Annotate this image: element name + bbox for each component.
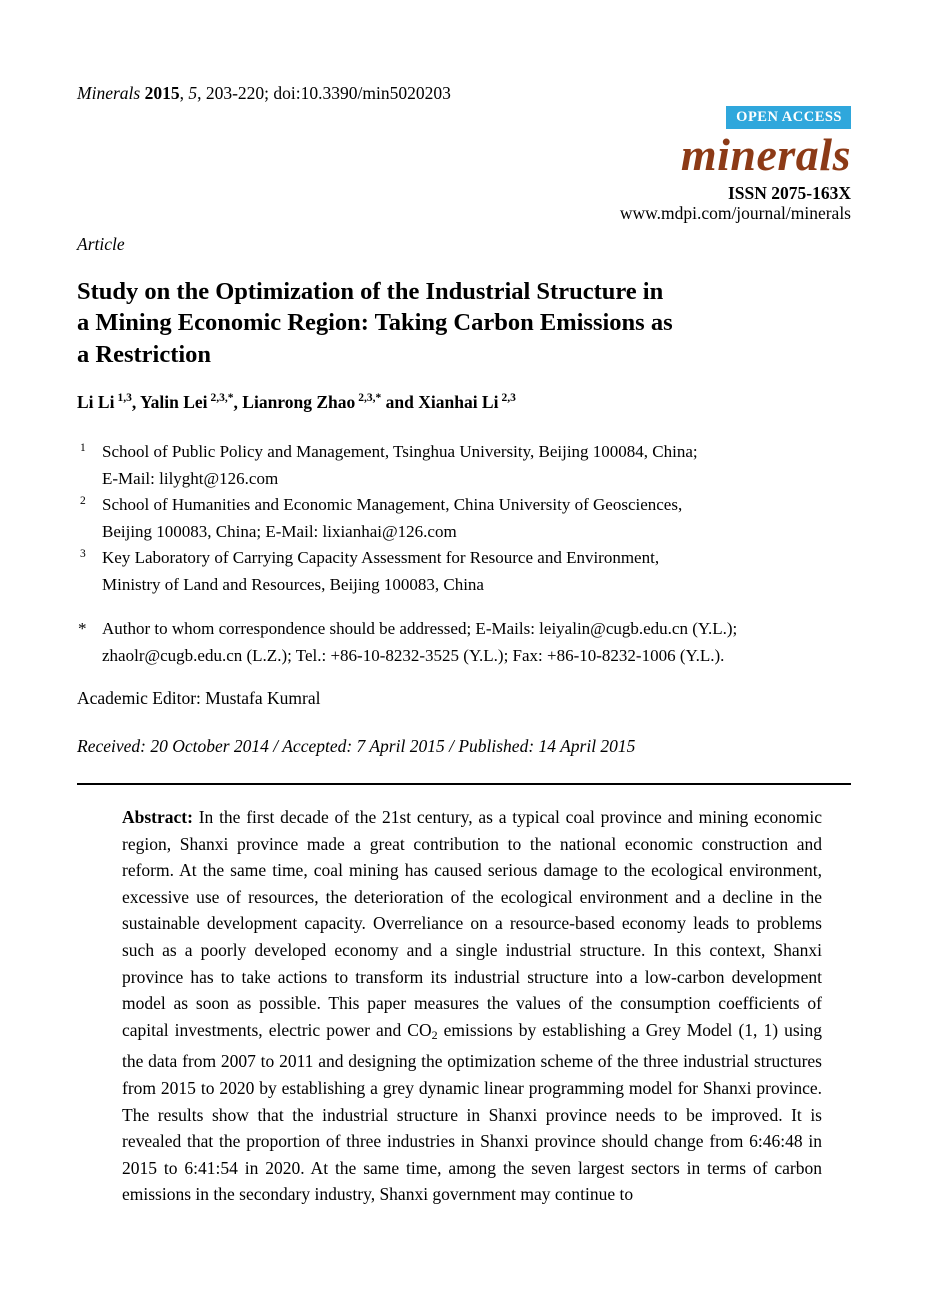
title-line-1: Study on the Optimization of the Industrial Structure in	[77, 277, 664, 305]
author-name: Xianhai Li	[418, 392, 499, 412]
correspondence-text: zhaolr@cugb.edu.cn (L.Z.); Tel.: +86-10-8232-3525 (Y.L.); Fax: +86-10-8232-1006 (Y.L.).	[102, 645, 725, 665]
author-name: Li Li	[77, 392, 115, 412]
affiliation-text: E-Mail: lilyght@126.com	[102, 468, 279, 488]
author-affil-sup: 2,3,*	[358, 392, 382, 405]
journal-name: Minerals	[77, 83, 141, 103]
affiliation-text: Beijing 100083, China; E-Mail: lixianhai@126.com	[102, 521, 457, 541]
affiliation-2	[77, 492, 851, 545]
issn-number: ISSN 2075-163X	[727, 182, 851, 203]
journal-citation-line: Minerals 2015, 5, 203-220; doi:10.3390/min5020203	[77, 83, 451, 103]
author-affil-sup: 2,3	[501, 392, 516, 405]
co2-subscript: 2	[431, 1027, 438, 1042]
affiliation-number: 1	[80, 442, 86, 454]
abstract-text: In the first decade of the 21st century, as a typical coal province and mining economic region, Shanxi province made a great contribution to the national economic construction and reform. At the same time, coal mining has caused serious damage to the ecological environment, excessive use of resources, the deterioration of the ecological environment and a decline in the sustainable development capacity. Overreliance on a resource-based economy leads to problems such as a poorly developed economy and a single industrial structure. In this context, Shanxi province has to take actions to transform its industrial structure into a low-carbon development model as soon as possible. This paper measures the values of the consumption coefficients of capital investments, electric power and CO	[122, 807, 822, 1040]
affiliation-3	[77, 545, 851, 598]
author-name: Lianrong Zhao	[242, 392, 356, 412]
abstract-text: emissions by establishing a Grey Model (1, 1) using the data from 2007 to 2011 and designing the optimization scheme of the three industrial structures from 2015 to 2020 by establishing a grey dynamic linear programming model for Shanxi province. The results show that the industrial structure in Shanxi province needs to be improved. It is revealed that the proportion of three industries in Shanxi province should change from 6:46:48 in 2015 to 6:41:54 in 2020. At the same time, among the seven largest sectors in terms of carbon emissions in the secondary industry, Shanxi government may continue to	[122, 1019, 822, 1205]
affiliation-text: Ministry of Land and Resources, Beijing 100083, China	[102, 574, 484, 594]
journal-website-link[interactable]: www.mdpi.com/journal/minerals	[619, 202, 851, 223]
author-name: Yalin Lei	[139, 392, 208, 412]
correspondence-note	[77, 616, 851, 669]
abstract-label: Abstract:	[122, 807, 193, 827]
title-line-2: a Mining Economic Region: Taking Carbon Emissions as	[77, 309, 673, 336]
header-divider-rule	[77, 783, 851, 785]
author-affil-sup: 2,3,*	[210, 392, 234, 405]
affiliation-list	[77, 439, 851, 598]
open-access-badge: OPEN ACCESS	[726, 106, 851, 129]
journal-pages-doi: , 203-220; doi:10.3390/min5020203	[197, 83, 451, 103]
academic-editor-line: Academic Editor: Mustafa Kumral	[77, 688, 321, 708]
minerals-journal-logo: minerals	[680, 128, 851, 180]
affiliation-text: School of Humanities and Economic Management, China University of Geosciences,	[102, 495, 683, 514]
author-list: Li Li $^{1,3}$, Yalin Lei $^{2,3,*}$, Lianrong Zhao $^{2,3,*}$ and Xianhai Li $^{2,3}$	[77, 392, 516, 412]
affiliation-text: Key Laboratory of Carrying Capacity Assessment for Resource and Environment,	[102, 548, 660, 567]
title-line-3: a Restriction	[77, 340, 212, 368]
journal-volume: 5	[188, 83, 198, 103]
correspondence-marker: *	[78, 619, 87, 638]
journal-year: 2015	[144, 83, 180, 103]
received-accepted-published-line: Received: 20 October 2014 / Accepted: 7 April 2015 / Published: 14 April 2015	[77, 736, 636, 756]
affiliation-1	[77, 439, 851, 492]
affiliation-text: School of Public Policy and Management, Tsinghua University, Beijing 100084, China;	[102, 442, 698, 461]
paper-title	[77, 276, 851, 371]
affiliation-number: 2	[80, 495, 86, 507]
article-type-label: Article	[77, 233, 125, 254]
abstract-paragraph	[122, 804, 822, 1208]
author-affil-sup: 1,3	[117, 392, 132, 405]
correspondence-text: Author to whom correspondence should be addressed; E-Mails: leiyalin@cugb.edu.cn (Y.L.);	[102, 619, 738, 638]
journal-header-right	[77, 103, 851, 223]
affiliation-number: 3	[80, 548, 86, 560]
